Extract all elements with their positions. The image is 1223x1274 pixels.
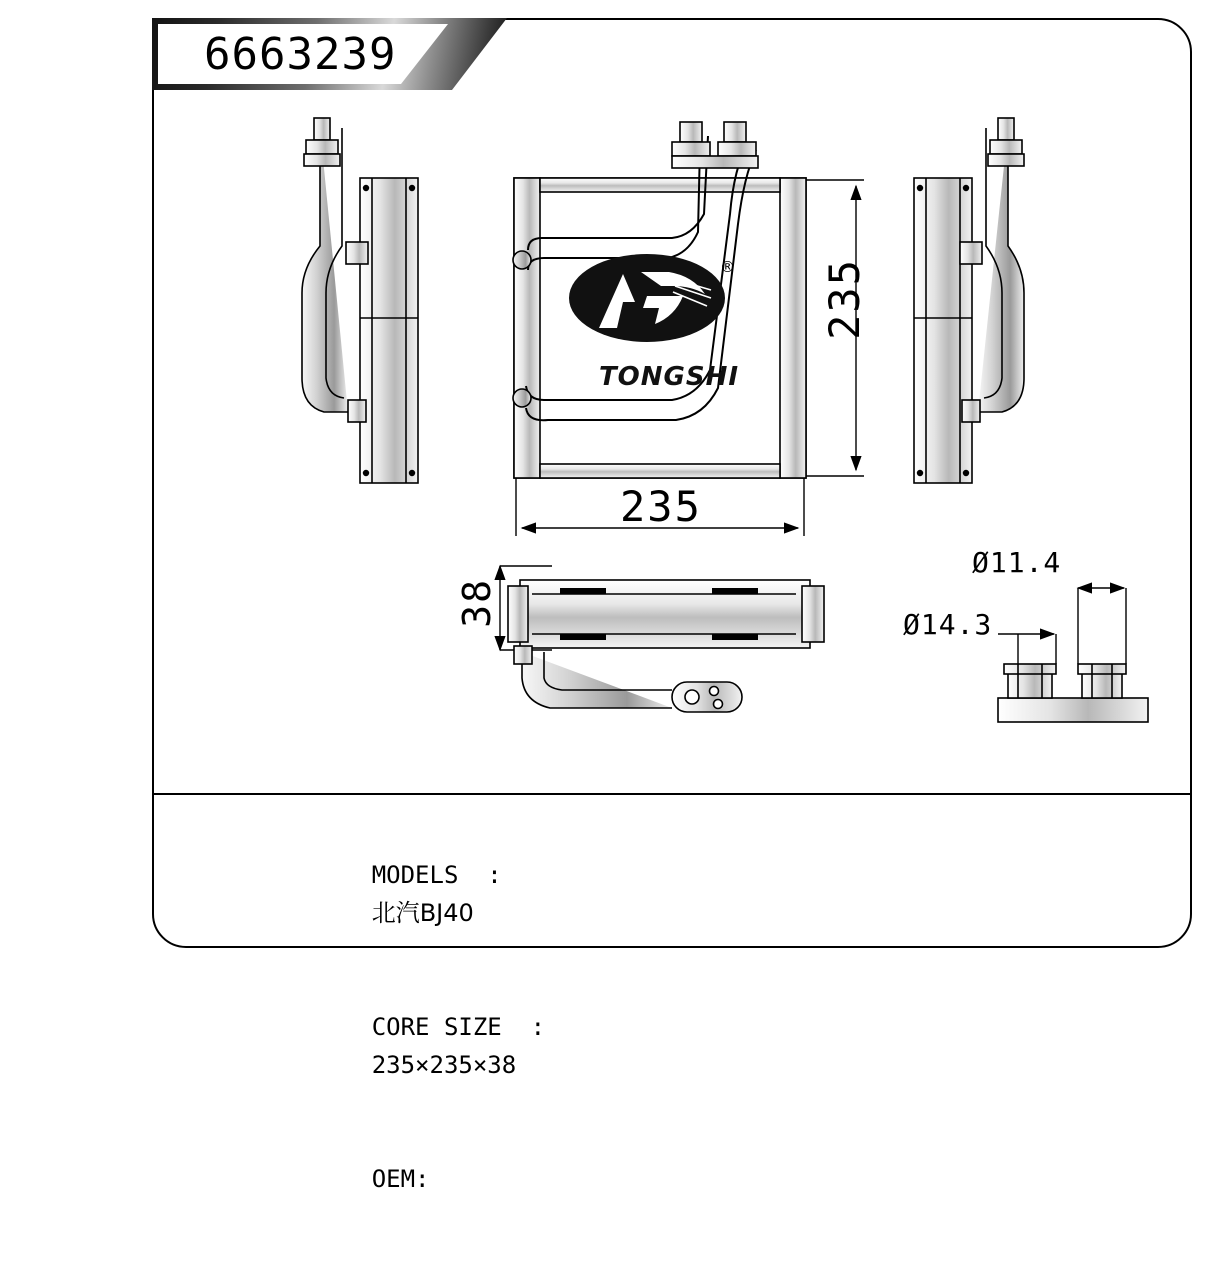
spec-row-models — [285, 818, 545, 970]
spec-row-core-size — [285, 970, 545, 1122]
dimension-height-label: 235 — [820, 258, 869, 340]
right-side-view — [914, 118, 1024, 483]
left-side-view — [302, 118, 418, 483]
spec-label-core-size: CORE SIZE : — [371, 1013, 546, 1041]
dimension-port-diameter-2-label: Ø14.3 — [903, 608, 993, 641]
dimension-port-diameter-1-label: Ø11.4 — [972, 546, 1062, 579]
dimension-width-label: 235 — [620, 482, 702, 531]
spec-block — [285, 818, 545, 1274]
brand-wordmark: TONGSHI — [598, 362, 740, 392]
port-detail-view — [998, 588, 1148, 722]
top-view — [508, 580, 824, 712]
dimension-depth-label: 38 — [455, 578, 499, 628]
part-number-banner — [152, 18, 507, 90]
spec-label-oem: OEM: — [371, 1165, 430, 1193]
part-number: 6663239 — [204, 29, 397, 80]
spec-value-models: 北汽BJ40 — [371, 899, 474, 927]
tongshi-logo-icon — [565, 250, 765, 410]
registered-mark: ® — [720, 258, 735, 276]
spec-row-oem — [285, 1122, 545, 1274]
spec-divider — [152, 793, 1192, 795]
spec-value-core-size: 235×235×38 — [371, 1051, 517, 1079]
spec-label-models: MODELS : — [371, 861, 502, 889]
